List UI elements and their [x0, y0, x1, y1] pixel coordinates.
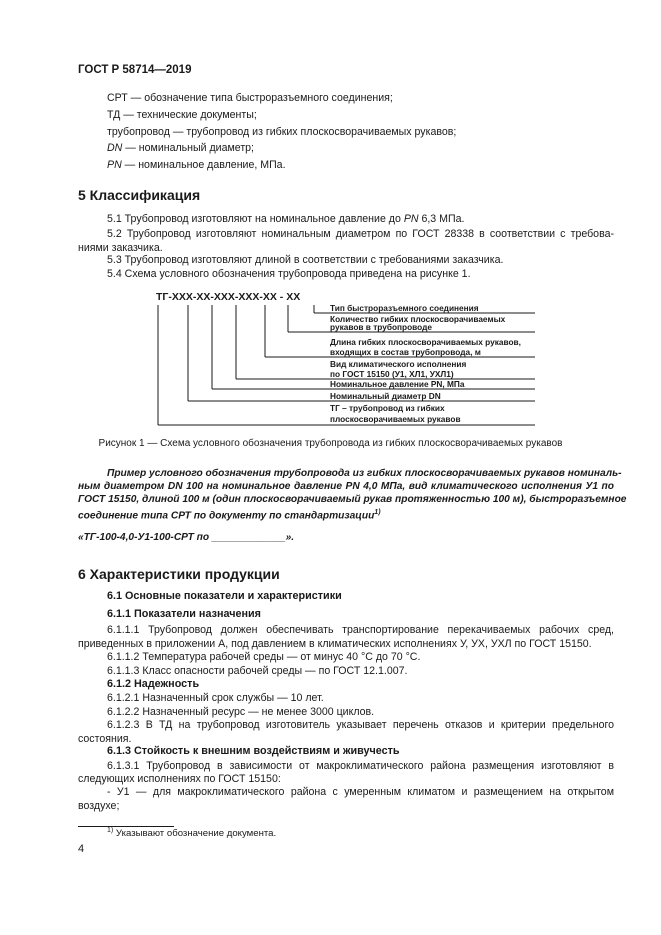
designation-code: ТГ-ХХХ-ХХ-ХХХ-ХХХ-ХХ - ХХ — [156, 291, 301, 303]
clause-6-1-1-1-line2: приведенных в приложении А, под давлением в климатических исполнениях У, УХ, УХЛ по ГОСТ 15150. — [78, 638, 592, 650]
section-5-heading: 5 Классификация — [78, 187, 201, 203]
clause-6-1-1-1-line1: 6.1.1.1 Трубопровод должен обеспечивать транспортирование перекачиваемых рабочих сред, — [107, 624, 614, 636]
example-line3: ГОСТ 15150, длиной 100 м (один плоскосворачиваемый рукав протяженностью 100 м), быстроразъемное — [78, 494, 627, 505]
clause-5-3: 5.3 Трубопровод изготовляют длиной в соответствии с требованиями заказчика. — [107, 254, 504, 266]
clause-6-1-1-3: 6.1.1.3 Класс опасности рабочей среды — по ГОСТ 12.1.007. — [107, 665, 408, 677]
label-connection-type: Тип быстроразъемного соединения — [330, 303, 479, 313]
label-nominal-diameter: Номинальный диаметр DN — [330, 391, 441, 401]
footnote: $^{1)}$ Указывают обозначение документа. — [107, 827, 277, 840]
abbreviation-pipeline: трубопровод — трубопровод из гибких плоскосворачиваемых рукавов; — [107, 126, 457, 138]
abbreviation-dn: DN — номинальный диаметр; — [107, 142, 255, 154]
climate-u1-line2: воздухе; — [78, 800, 120, 812]
clause-6-1-2-3-line2: состояния. — [78, 733, 132, 745]
abbreviation-td: ТД — технические документы; — [107, 109, 257, 121]
label-hose-count-2: рукавов в трубопроводе — [330, 322, 433, 332]
clause-5-4: 5.4 Схема условного обозначения трубопровода приведена на рисунке 1. — [107, 268, 471, 280]
example-line4: соединение типа СРТ по документу по стандартизации$^{1)}$ — [78, 509, 381, 522]
clause-5-2-line2: ниями заказчика. — [78, 242, 163, 254]
subsection-6-1-3-heading: 6.1.3 Стойкость к внешним воздействиям и живучесть — [107, 745, 400, 757]
example-line1: Пример условного обозначения трубопровода из гибких плоскосворачиваемых рукавов номиналь- — [107, 468, 622, 479]
example-line2: ным диаметром DN 100 на номинальное давление PN 4,0 МПа, вид климатического исполнения У1 по — [78, 481, 614, 492]
page-number: 4 — [78, 843, 85, 855]
section-6-heading: 6 Характеристики продукции — [78, 566, 280, 582]
clause-6-1-2-1: 6.1.2.1 Назначенный срок службы — 10 лет. — [107, 692, 324, 704]
clause-6-1-2-2: 6.1.2.2 Назначенный ресурс — не менее 3000 циклов. — [107, 706, 375, 718]
designation-scheme-figure — [150, 285, 550, 433]
clause-5-2-line1: 5.2 Трубопровод изготовляют номинальным диаметром по ГОСТ 28338 в соответствии с требова- — [107, 228, 614, 240]
clause-6-1-2-3-line1: 6.1.2.3 В ТД на трубопровод изготовитель указывает перечень отказов и критерии предельного — [107, 719, 614, 731]
subsection-6-1-2-heading: 6.1.2 Надежность — [107, 678, 200, 690]
abbreviation-srt: СРТ — обозначение типа быстроразъемного соединения; — [107, 92, 393, 104]
label-hose-count-1: Количество гибких плоскосворачиваемых — [330, 314, 506, 324]
label-tg-2: плоскосворачиваемых рукавов — [330, 414, 461, 424]
climate-u1-line1: - У1 — для макроклиматического района с умеренным климатом и размещением на открытом — [107, 786, 614, 798]
label-hose-length-2: входящих в состав трубопровода, м — [330, 347, 481, 357]
subsection-6-1-1-heading: 6.1.1 Показатели назначения — [107, 608, 261, 620]
label-tg-1: ТГ – трубопровод из гибких — [330, 403, 445, 413]
label-nominal-pressure: Номинальное давление PN, МПа — [330, 379, 465, 389]
clause-6-1-3-1-line2: следующих исполнениях по ГОСТ 15150: — [78, 773, 281, 785]
example-designation: «ТГ-100-4,0-У1-100-СРТ по _____________». — [78, 532, 295, 543]
abbreviation-pn: PN — номинальное давление, МПа. — [107, 159, 286, 171]
label-climate-1: Вид климатического исполнения — [330, 359, 467, 369]
clause-6-1-1-2: 6.1.1.2 Температура рабочей среды — от минус 40 °С до 70 °С. — [107, 651, 421, 663]
scheme-labels — [330, 303, 521, 424]
footnote-reference: 1) — [374, 509, 381, 516]
label-climate-2: по ГОСТ 15150 (У1, ХЛ1, УХЛ1) — [330, 369, 454, 379]
figure-1-caption: Рисунок 1 — Схема условного обозначения трубопровода из гибких плоскосворачиваемых рукавов — [98, 438, 563, 449]
clause-6-1-3-1-line1: 6.1.3.1 Трубопровод в зависимости от макроклиматического района размещения изготовляют в — [107, 760, 614, 772]
subsection-6-1-heading: 6.1 Основные показатели и характеристики — [107, 590, 342, 602]
label-hose-length-1: Длина гибких плоскосворачиваемых рукавов, — [330, 337, 521, 347]
document-header: ГОСТ Р 58714—2019 — [78, 64, 192, 76]
clause-5-1: 5.1 Трубопровод изготовляют на номинальное давление до PN 6,3 МПа. — [107, 213, 465, 225]
